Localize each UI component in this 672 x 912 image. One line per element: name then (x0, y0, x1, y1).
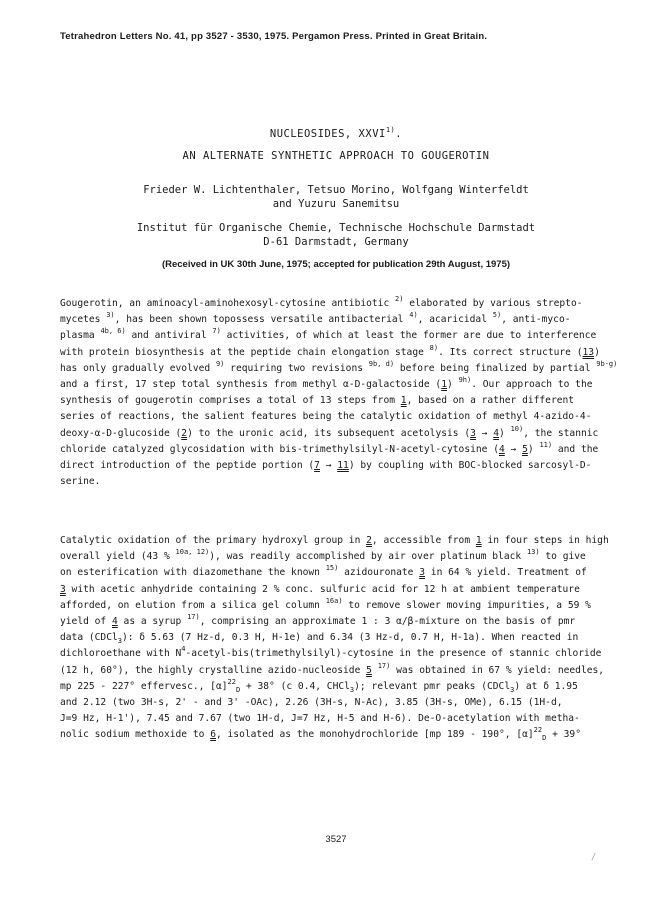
reference-superscript: 10) (510, 424, 524, 433)
text-run: overall yield (43 % (60, 551, 176, 563)
text-run: in 64 % yield. Treatment of (425, 567, 587, 579)
text-run: → (475, 427, 494, 439)
text-run: serine. (60, 476, 101, 488)
article-title (0, 128, 672, 140)
text-line (60, 361, 620, 377)
text-line (60, 727, 620, 743)
text-run: → (504, 443, 523, 455)
article-subtitle: AN ALTERNATE SYNTHETIC APPROACH TO GOUGEROTIN (182, 150, 490, 162)
text-line (60, 296, 620, 312)
text-run: , comprising an approximate 1 : 3 α/β-mixture on the basis of pmr (199, 616, 576, 628)
text-run: ) by coupling with BOC-blocked sarcosyl-D- (348, 460, 592, 472)
text-run: and antiviral (125, 330, 213, 342)
text-run: (12 h, 60°), the highly crystalline azido-nucleoside (60, 664, 367, 676)
text-run: chloride catalyzed glycosidation with bis-trimethylsilyl-N-acetyl-cytosine ( (60, 443, 499, 455)
text-run: activities, of which at least the former are due to interference (220, 330, 597, 342)
reference-superscript: 13) (526, 548, 540, 557)
text-line (60, 409, 620, 425)
text-line (60, 711, 620, 727)
text-run: ) at δ 1.95 (514, 680, 578, 692)
reference-superscript: 4 (181, 645, 186, 654)
compound-number: 5 (522, 443, 528, 455)
reference-superscript: 3) (106, 311, 115, 320)
text-run: ) (447, 379, 459, 391)
text-line (60, 679, 620, 695)
compound-number: 3 (419, 567, 426, 579)
compound-number: 2 (366, 535, 372, 546)
text-run: plasma (60, 330, 101, 342)
compound-number: 2 (181, 427, 188, 439)
text-run: synthesis of gougerotin comprises a total of 13 steps from (60, 395, 401, 407)
text-run: as a syrup (117, 616, 188, 628)
text-line (60, 598, 620, 614)
compound-number: 4 (498, 443, 505, 455)
text-run: → (319, 460, 338, 472)
text-line (60, 549, 620, 565)
text-run: ) (527, 443, 540, 455)
text-run: ); relevant pmr peaks (CDCl (354, 680, 511, 692)
compound-number: 13 (582, 346, 595, 358)
text-run: to give (539, 551, 586, 563)
text-run: , anti-myco- (501, 314, 571, 326)
text-run: ), was readily accomplished by air over platinum black (209, 551, 527, 563)
text-run: , based on a rather different (406, 395, 575, 407)
text-run: ) to the uronic acid, its subsequent acetolysis ( (187, 427, 471, 439)
text-run: ) (499, 427, 511, 439)
text-line (60, 630, 620, 646)
reference-superscript: 9h) (458, 376, 472, 385)
reference-superscript: 5) (492, 311, 502, 320)
institution: Institut für Organische Chemie, Technische Hochschule Darmstadt (136, 222, 536, 234)
text-line (60, 393, 620, 409)
reference-superscript: 22 (227, 677, 236, 686)
text-run: series of reactions, the salient features being the catalytic oxidation of methyl 4-azido-4- (60, 411, 592, 423)
text-line (60, 442, 620, 458)
text-line (60, 328, 620, 344)
text-run: was obtained in 67 % yield: needles, (390, 664, 605, 676)
text-run: mp 225 - 227° effervesc., [α] (60, 680, 228, 692)
text-run: J=9 Hz, H-1'), 7.45 and 7.67 (two 1H-d, J=7 Hz, H-5 and H-6). De-O-acetylation with metha- (60, 713, 580, 725)
compound-number: 11 (337, 460, 349, 472)
page-number: 3527 (325, 834, 347, 845)
reference-superscript: 11) (539, 440, 553, 449)
reference-superscript: 10a, 12) (175, 548, 210, 557)
text-run: with acetic anhydride containing 2 % conc. sulfuric acid for 12 h at ambient temperature (65, 583, 580, 595)
paragraph-experimental (60, 533, 620, 744)
subscript: 3 (117, 637, 122, 646)
text-run: mycetes (60, 314, 107, 326)
text-run: + 38° (c 0.4, CHCl (240, 680, 350, 692)
text-line (60, 312, 620, 328)
compound-number: 1 (475, 535, 482, 546)
text-line (60, 533, 620, 549)
text-run: with protein biosynthesis at the peptide chain elongation stage (60, 346, 430, 358)
reference-superscript: 8) (429, 343, 439, 352)
journal-header: Tetrahedron Letters No. 41, pp 3527 - 3530, 1975. Pergamon Press. Printed in Great Britain. (60, 31, 488, 42)
text-run: data (CDCl (60, 632, 118, 644)
reference-superscript: 4b, 6) (100, 327, 126, 336)
text-run: , isolated as the monohydrochloride [mp 189 - 190°, [α] (215, 729, 534, 741)
title-period: . (395, 128, 403, 140)
text-run: direct introduction of the peptide portion ( (60, 460, 315, 472)
text-run: dichloroethane with N (60, 648, 182, 660)
author-list: Frieder W. Lichtenthaler, Tetsuo Morino, Wolfgang Winterfeldt (143, 184, 529, 196)
subscript: D (235, 685, 241, 694)
text-run: -acetyl-bis(trimethylsilyl)-cytosine in the presence of stannic chloride (185, 648, 602, 660)
text-run: azidouronate (338, 567, 420, 579)
text-run: and a first, 17 step total synthesis from methyl α-D-galactoside ( (60, 379, 442, 391)
text-line (60, 646, 620, 662)
compound-number: 1 (400, 395, 407, 407)
text-run: and the (552, 443, 599, 455)
reference-superscript: 2) (395, 295, 404, 303)
subscript: D (542, 734, 547, 743)
title-text: NUCLEOSIDES, XXVI (269, 128, 386, 140)
text-line (60, 663, 620, 679)
reference-superscript: 7) (212, 327, 221, 336)
margin-mark: / (592, 852, 595, 863)
text-run: elaborated by various strepto- (403, 298, 583, 309)
text-run: nolic sodium methoxide to (60, 729, 211, 741)
text-run: and 2.12 (two 3H-s, 2' - and 3' -OAc), 2.26 (3H-s, N-Ac), 3.85 (3H-s, OMe), 6.15 (1H-d, (60, 697, 563, 709)
text-line (60, 426, 620, 442)
text-line (60, 345, 620, 361)
compound-number: 1 (441, 379, 447, 391)
text-run: ): δ 5.63 (7 Hz-d, 0.3 H, H-1e) and 6.34 (3 Hz-d, 0.7 H, H-1a). When reacted in (121, 632, 579, 644)
paragraph-introduction (60, 296, 620, 490)
text-run: before being finalized by partial (394, 362, 597, 374)
text-run: Gougerotin, an aminoacyl-aminohexosyl-cytosine antibiotic (60, 298, 396, 309)
text-run: to remove slower moving impurities, a 59 % (342, 599, 591, 611)
reference-superscript: 9) (215, 359, 225, 368)
compound-number: 4 (111, 616, 118, 628)
compound-number: 6 (210, 729, 216, 741)
compound-number: 4 (493, 427, 499, 439)
subscript: 3 (349, 685, 355, 694)
text-run: afforded, on elution from a silica gel column (60, 599, 326, 611)
reference-superscript: 17) (377, 661, 391, 670)
text-run: + 39° (546, 729, 581, 741)
text-line (60, 695, 620, 711)
reference-superscript: 4) (409, 311, 418, 320)
text-line (60, 474, 620, 490)
text-run: ) (594, 346, 600, 358)
compound-number: 7 (314, 460, 320, 472)
reference-superscript: 9b-g) (596, 359, 618, 368)
text-line (60, 458, 620, 474)
reference-superscript: 22 (533, 726, 543, 735)
author-list-continued: and Yuzuru Sanemitsu (272, 198, 400, 210)
reference-superscript: 15) (325, 564, 339, 573)
text-run: has only gradually evolved (60, 362, 216, 374)
text-line (60, 565, 620, 581)
text-run: . Its correct structure ( (438, 346, 583, 358)
text-run: , has been shown topossess versatile antibacterial (114, 314, 410, 326)
received-dates: (Received in UK 30th June, 1975; accepted for publication 29th August, 1975) (161, 259, 511, 270)
reference-superscript: 16a) (325, 596, 343, 605)
text-line (60, 377, 620, 393)
text-run: deoxy-α-D-glucoside ( (60, 427, 182, 439)
compound-number: 3 (60, 583, 66, 595)
text-run: on esterification with diazomethane the known (60, 567, 326, 579)
text-run: requiring two revisions (224, 362, 369, 374)
text-run: , the stannic (523, 427, 599, 439)
compound-number: 3 (470, 427, 476, 439)
title-ref: 1) (385, 126, 396, 134)
text-line (60, 614, 620, 630)
subscript: 3 (510, 685, 515, 694)
reference-superscript: 9b, d) (368, 359, 395, 368)
text-run: , acaricidal (417, 314, 493, 326)
text-run: Catalytic oxidation of the primary hydroxyl group in (60, 535, 367, 546)
text-run: . Our approach to the (471, 379, 593, 391)
text-run: , accessible from (371, 535, 476, 546)
reference-superscript: 17) (187, 613, 200, 622)
text-line (60, 582, 620, 598)
compound-number: 5 (366, 664, 372, 676)
institution-address: D-61 Darmstadt, Germany (263, 236, 409, 248)
text-run: yield of (60, 616, 112, 628)
text-run: in four steps in high (481, 535, 609, 546)
